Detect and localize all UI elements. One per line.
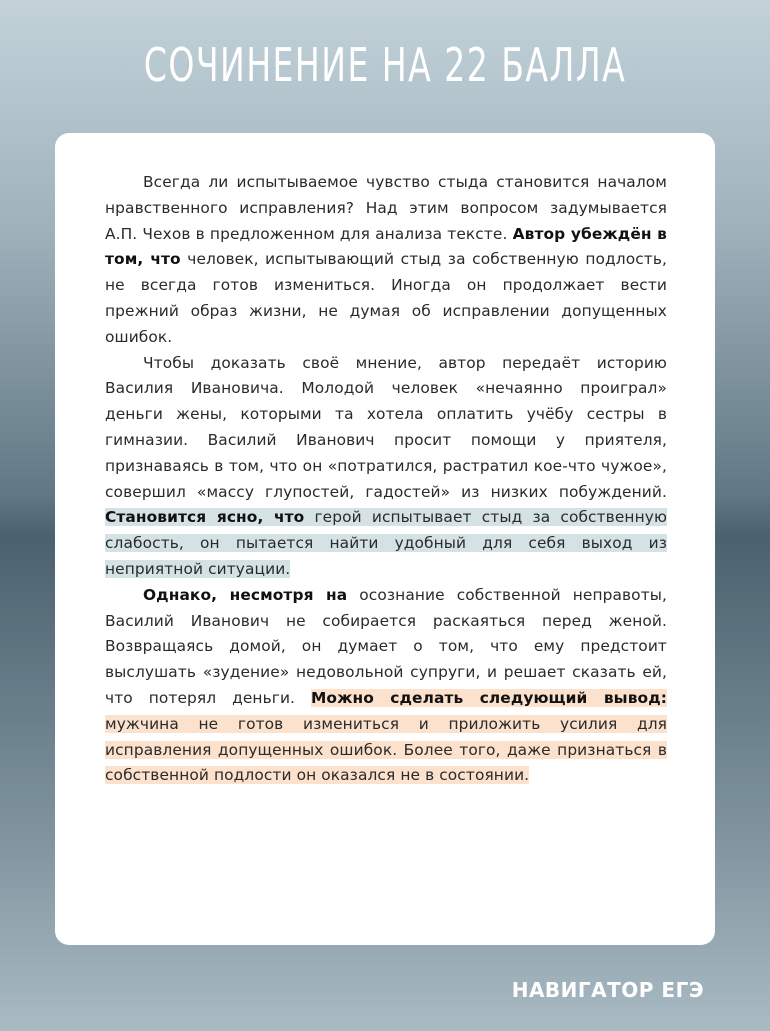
- p1-text-2: человек, испытывающий стыд за собственную подлость, не всегда готов измениться. Иногда он продолжает вести прежний образ жизни, не думая об исправлении допущенных ошибок.: [105, 250, 667, 346]
- p2-highlight-phrase: Становится ясно, что: [105, 508, 305, 527]
- p3-text-1: осознание собственной неправоты, Василий Иванович не собирается раскаяться перед женой. Возвращаясь домой, он думает о том, что ему предстоит выслушать «зудение» недовольной супруги, и решает сказать ей, что потерял деньги.: [105, 585, 668, 707]
- p1-highlight-phrase: Автор убеждён в том, что: [105, 224, 668, 269]
- essay-paragraph-2: [105, 351, 667, 583]
- p2-highlight-block: [105, 508, 667, 578]
- p3-text-2: мужчина не готов измениться и приложить усилия для исправления допущенных ошибок. Более того, даже признаться в собственной подлости он оказался не в состоянии.: [105, 714, 667, 785]
- p3-highlight-phrase-1: Однако, несмотря на: [143, 585, 348, 604]
- p2-text-2: герой испытывает стыд за собственную слабость, он пытается найти удобный для себя выход из неприятной ситуации.: [105, 508, 668, 578]
- essay-card: [55, 133, 715, 945]
- brand-label: НАВИГАТОР ЕГЭ: [511, 978, 704, 1002]
- p2-text-1: Чтобы доказать своё мнение, автор передаёт историю Василия Ивановича. Молодой человек «нечаянно проиграл» деньги жены, которыми та хотела оплатить учёбу сестры в гимназии. Василий Иванович просит помощи у приятеля, признаваясь в том, что он «потратился, растратил кое-что чужое», совершил «массу глупостей, гадостей» из низких побуждений.: [105, 353, 667, 501]
- essay-paragraph-1: [105, 170, 667, 351]
- page-title: СОЧИНЕНИЕ НА 22 БАЛЛА: [143, 38, 627, 92]
- p3-highlight-phrase-2: Можно сделать следующий вывод:: [310, 688, 667, 707]
- essay-text: [105, 170, 667, 789]
- essay-paragraph-3: [105, 583, 667, 789]
- p1-text-1: Всегда ли испытываемое чувство стыда становится началом нравственного исправления? Над этим вопросом задумывается А.П. Чехов в предложенном для анализа тексте.: [105, 173, 667, 243]
